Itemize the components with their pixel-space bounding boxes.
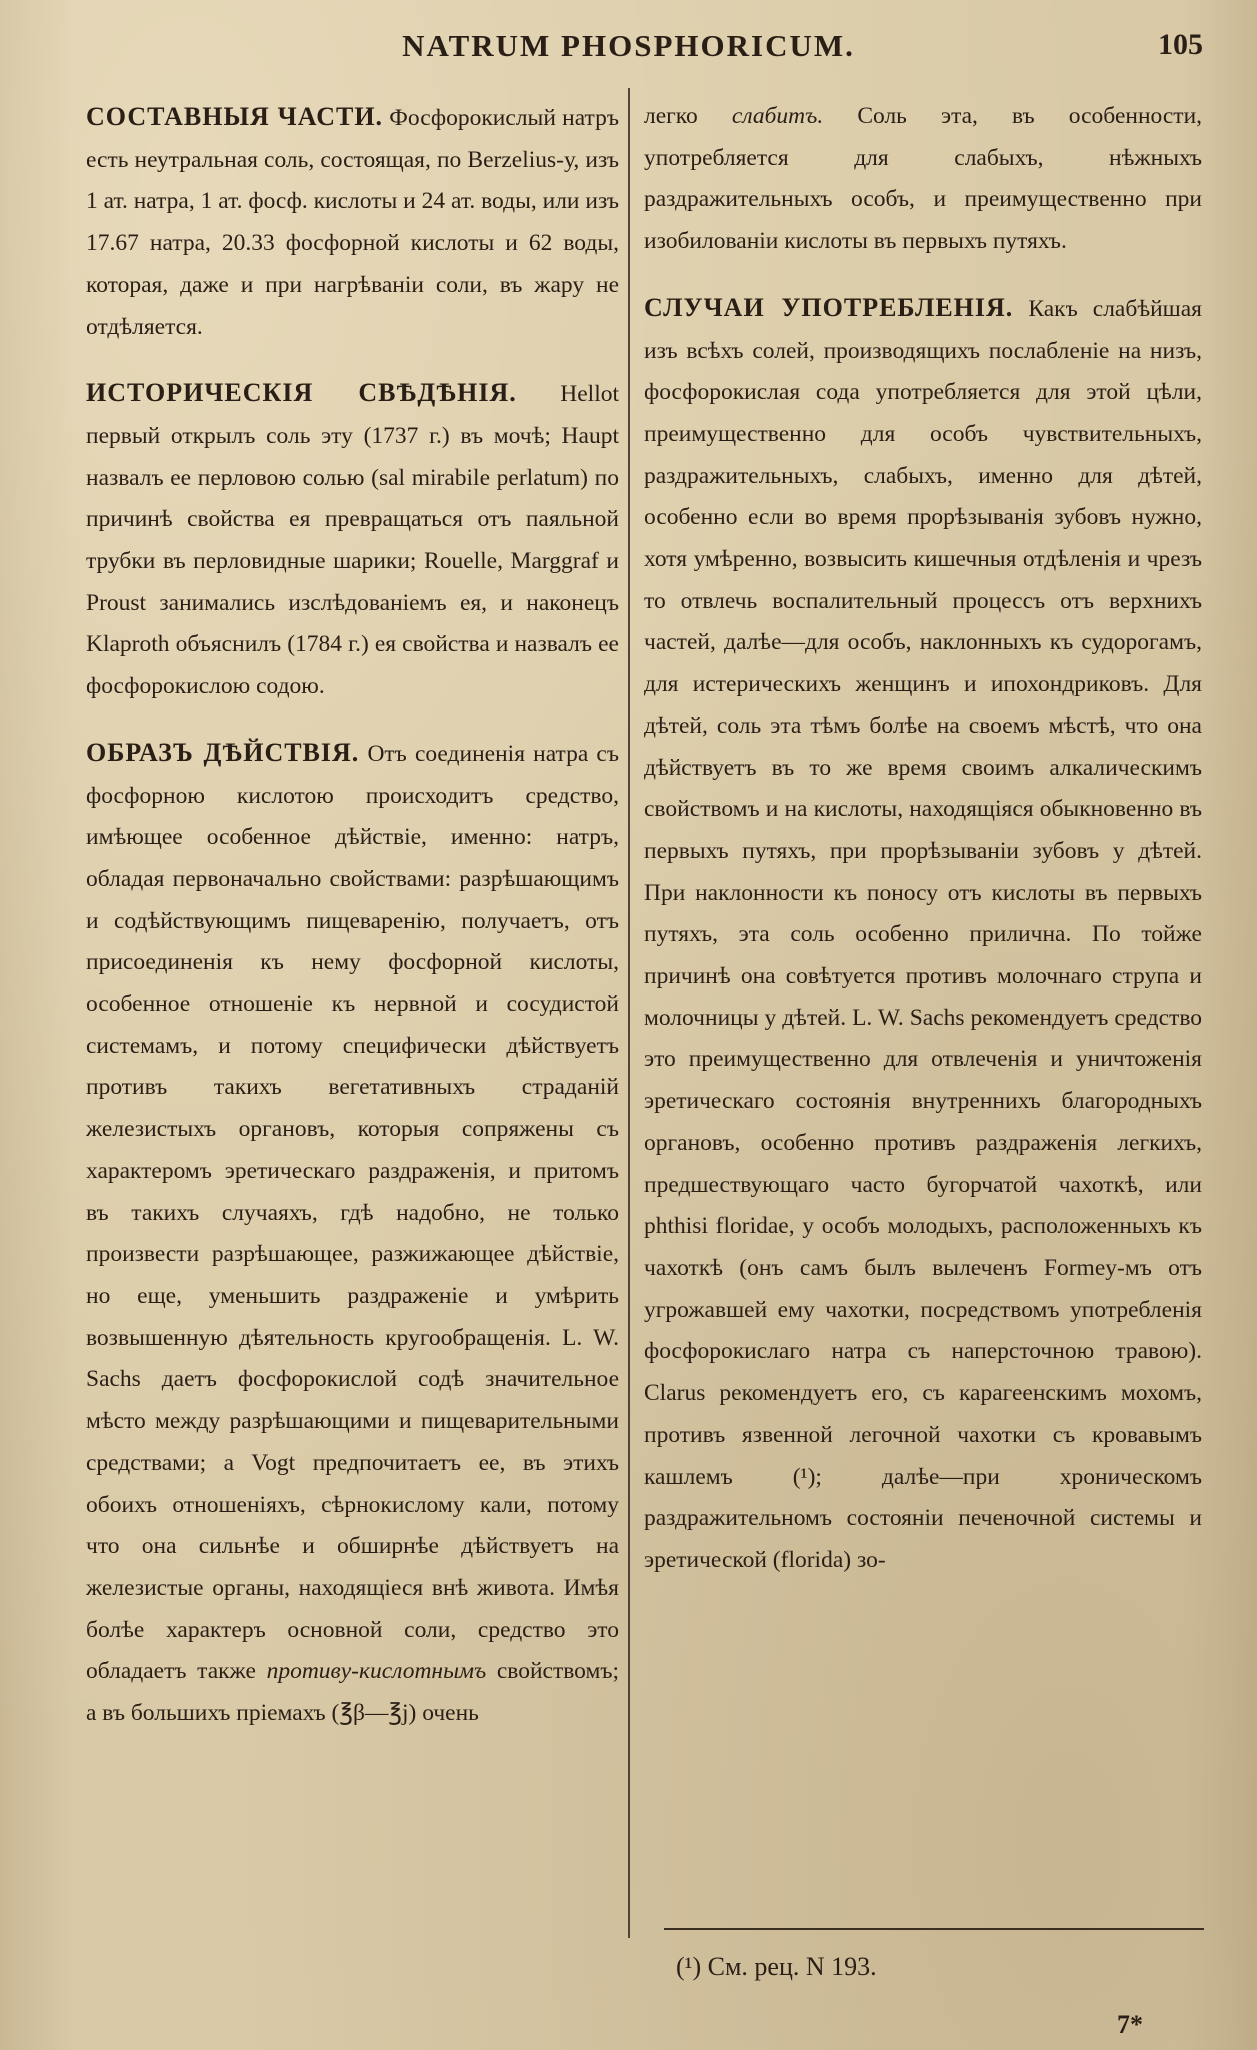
- text-action-a: Отъ соединенія натра съ фосфорною кислотою происходитъ средство, имѣющее особенное дѣйствіе, именно: натръ, обладая первоначально свойствами: разрѣшающимъ и содѣйствующимъ пищеваренію, получаетъ, отъ присоединенія къ нему фосфорной кислоты, особенное отношеніе къ нервной и сосудистой системамъ, и потому специфически дѣйствуетъ противъ такихъ вегетативныхъ страданій железистыхъ органовъ, которыя сопряжены съ характеромъ эретическаго раздраженія, и притомъ въ такихъ случаяхъ, гдѣ надобно, не только произвести разрѣшающее, разжижающее дѣйствіе, но еще, уменьшить раздраженіе и умѣрить возвышенную дѣятельность кругообращенія. L. W. Sachs даетъ фосфорокислой содѣ значительное мѣсто между разрѣшающими и пищеварительными средствами; a Vogt предпочитаетъ ее, въ этихъ обоихъ отношеніяхъ, сѣрнокислому кали, потому что она сильнѣе и обширнѣе дѣйствуетъ на железистые органы, находящіеся внѣ живота. Имѣя болѣе характеръ основной соли, средство это обладаетъ также: [86, 740, 619, 1685]
- left-column: [86, 96, 619, 1735]
- text-action-b: свойствомъ; а въ большихъ пріемахъ (℥β—℥j) очень: [86, 1658, 620, 1727]
- paragraph-continuation: [644, 96, 1202, 263]
- heading-action: ОБРАЗЪ ДѢЙСТВІЯ.: [86, 737, 360, 767]
- page-number: 105: [1158, 28, 1203, 61]
- footnote-rule: [664, 1928, 1204, 1930]
- running-title: NATRUM PHOSPHORICUM.: [402, 28, 855, 63]
- footnote: (¹) См. рец. N 193.: [676, 1952, 877, 1981]
- signature-mark: 7*: [1117, 2010, 1143, 2039]
- paragraph-composition: [86, 96, 619, 348]
- text-history: Hellot первый открылъ соль эту (1737 г.) въ мочѣ; Haupt назвалъ ее перловою солью (sal mirabile perlatum) по причинѣ свойства ея превращаться отъ паяльной трубки въ перловидные шарики; Rouelle, Marggraf и Proust занимались изслѣдованіемъ ея, и наконецъ Klaproth объяснилъ (1784 г.) ея свойства и назвалъ ее фосфорокислою содою.: [86, 381, 620, 700]
- paragraph-usage: [644, 287, 1202, 1582]
- heading-usage: СЛУЧАИ УПОТРЕБЛЕНІЯ.: [644, 292, 1014, 322]
- text-action-italic: противу-кислотнымъ: [266, 1658, 487, 1685]
- paragraph-action: [86, 732, 619, 1735]
- text-continuation-italic: слабитъ.: [731, 103, 824, 129]
- text-composition: Фосфорокислый натръ есть неутральная соль, состоящая, по Berzelius-у, изъ 1 ат. натра, 1 ат. фосф. кислоты и 24 ат. воды, или изъ 17.67 натра, 20.33 фосфорной кислоты и 62 воды, которая, даже и при нагрѣваніи соли, въ жару не отдѣляется.: [86, 105, 619, 340]
- paragraph-history: [86, 372, 619, 708]
- column-divider: [628, 88, 630, 1938]
- right-column: [644, 96, 1202, 1582]
- heading-composition: СОСТАВНЫЯ ЧАСТИ.: [86, 102, 384, 131]
- text-continuation-b: Соль эта, въ особенности, употребляется для слабыхъ, нѣжныхъ раздражительныхъ особъ, и преимущественно при изобилованіи кислоты въ первыхъ путяхъ.: [644, 103, 1203, 255]
- page-header: [0, 24, 1257, 74]
- text-continuation-a: легко: [644, 103, 698, 129]
- text-usage: Какъ слабѣйшая изъ всѣхъ солей, производящихъ послабленіе на низъ, фосфорокислая сода употребляется для этой цѣли, преимущественно для особъ чувствительныхъ, раздражительныхъ, слабыхъ, именно для дѣтей, особенно если во время прорѣзыванія зубовъ нужно, хотя умѣренно, возвысить кишечныя отдѣленія и чрезъ то отвлечь воспалительный процессъ отъ верхнихъ частей, далѣе—для особъ, наклонныхъ къ судорогамъ, для истерическихъ женщинъ и ипохондриковъ. Для дѣтей, соль эта тѣмъ болѣе на своемъ мѣстѣ, что она дѣйствуетъ въ то же время своимъ алкалическимъ свойствомъ и на кислоты, находящіяся обыкновенно въ первыхъ путяхъ, при прорѣзываніи зубовъ у дѣтей. При наклонности къ поносу отъ кислоты въ первыхъ путяхъ, эта соль особенно прилична. По тойже причинѣ она совѣтуется противъ молочнаго струпа и молочницы у дѣтей. L. W. Sachs рекомендуетъ средство это преимущественно для отвлеченія и уничтоженія эретическаго состоянія внутреннихъ благородныхъ органовъ, особенно противъ раздраженія легкихъ, предшествующаго часто бугорчатой чахоткѣ, или phthisi floridae, у особъ молодыхъ, расположенныхъ къ чахоткѣ (онъ самъ былъ вылеченъ Formey-мъ отъ угрожавшей ему чахотки, посредствомъ употребленія фосфорокислаго натра съ наперсточною травою). Clarus рекомендуетъ его, съ карагеенскимъ мохомъ, противъ язвенной легочной чахотки съ кровавымъ кашлемъ (¹); далѣе—при хроническомъ раздражительномъ состояніи печеночной системы и эретической (florida) зо-: [644, 295, 1202, 1573]
- heading-history: ИСТОРИЧЕСКІЯ СВѢДѢНІЯ.: [86, 378, 517, 408]
